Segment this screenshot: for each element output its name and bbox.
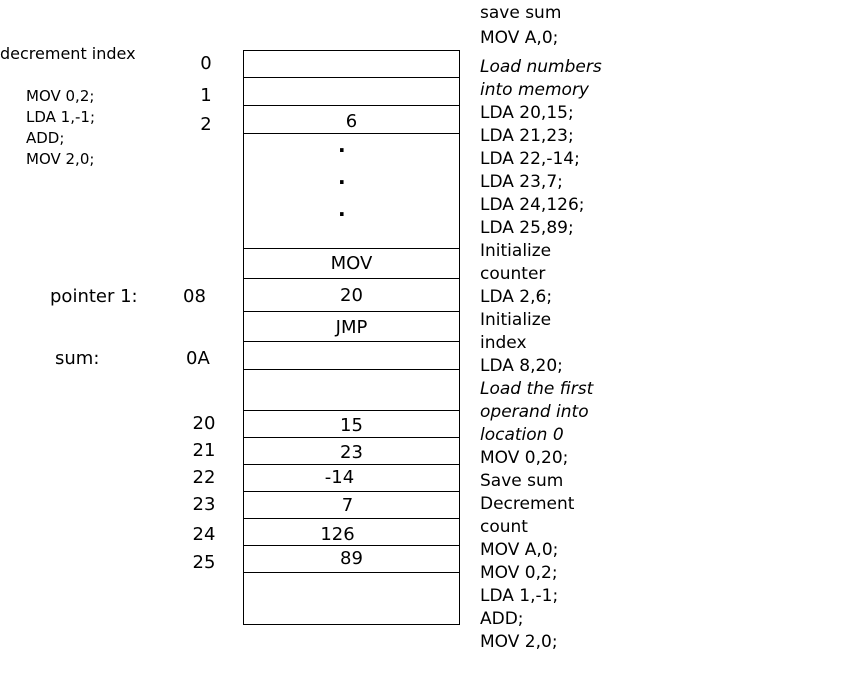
- cell-divider: [244, 464, 459, 465]
- program-line: LDA 8,20;: [480, 356, 563, 376]
- program-line: LDA 25,89;: [480, 218, 574, 238]
- address-label: 23: [192, 494, 216, 515]
- cell-divider: [244, 572, 459, 573]
- pointer-label: pointer 1:: [50, 286, 138, 307]
- program-line: Initialize: [480, 310, 552, 330]
- address-label: 2: [200, 114, 212, 135]
- address-label: 22: [192, 467, 216, 488]
- cell-divider: [244, 410, 459, 411]
- program-line: count: [480, 517, 528, 537]
- program-line: MOV A,0;: [480, 28, 559, 48]
- program-line: ADD;: [480, 609, 524, 629]
- program-comment: Load the first: [480, 379, 594, 399]
- program-line: MOV 0,2;: [480, 563, 558, 583]
- program-line: LDA 21,23;: [480, 126, 574, 146]
- sum-label: sum:: [55, 348, 100, 369]
- ellipsis-dot: .: [338, 197, 346, 221]
- cell-divider: [244, 518, 459, 519]
- cell-divider: [244, 248, 459, 249]
- memory-data-cell: 89: [340, 548, 363, 569]
- memory-cell-jmp: JMP: [335, 317, 368, 338]
- cell-divider: [244, 105, 459, 106]
- memory-data-cell: 15: [340, 415, 363, 436]
- program-line: counter: [480, 264, 546, 284]
- memory-cell-mov: MOV: [330, 253, 373, 274]
- program-line: LDA 22,-14;: [480, 149, 580, 169]
- program-line: index: [480, 333, 527, 353]
- cell-divider: [244, 369, 459, 370]
- program-comment: location 0: [480, 425, 564, 445]
- cell-divider: [244, 437, 459, 438]
- program-line: MOV 2,0;: [480, 632, 558, 652]
- memory-data-cell: 23: [340, 442, 363, 463]
- address-label: 21: [192, 440, 216, 461]
- address-label: 20: [192, 413, 216, 434]
- decrement-index-title: decrement index: [0, 44, 136, 63]
- program-line: MOV A,0;: [480, 540, 559, 560]
- memory-cell-20: 20: [340, 285, 363, 306]
- cell-divider: [244, 311, 459, 312]
- program-line: LDA 20,15;: [480, 103, 574, 123]
- cell-divider: [244, 133, 459, 134]
- side-note-line: ADD;: [26, 129, 65, 147]
- ellipsis-dot: .: [338, 165, 346, 189]
- cell-divider: [244, 545, 459, 546]
- program-line: Decrement: [480, 494, 575, 514]
- program-comment: Load numbers: [480, 57, 602, 77]
- program-comment: operand into: [480, 402, 589, 422]
- ellipsis-dot: .: [338, 133, 346, 157]
- side-note-line: MOV 0,2;: [26, 87, 95, 105]
- side-note-line: LDA 1,-1;: [26, 108, 95, 126]
- memory-diagram: [243, 50, 460, 625]
- pointer-address: 08: [183, 286, 206, 307]
- program-comment: into memory: [480, 80, 589, 100]
- cell-divider: [244, 341, 459, 342]
- side-note-line: MOV 2,0;: [26, 150, 95, 168]
- sum-address: 0A: [186, 348, 210, 369]
- memory-data-cell: -14: [324, 467, 355, 488]
- program-line: save sum: [480, 3, 562, 23]
- program-line: Save sum: [480, 471, 564, 491]
- program-line: LDA 1,-1;: [480, 586, 559, 606]
- program-line: LDA 23,7;: [480, 172, 563, 192]
- memory-cell-2-value: 6: [345, 111, 358, 132]
- memory-data-cell: 126: [320, 524, 355, 545]
- cell-divider: [244, 491, 459, 492]
- address-label: 1: [200, 85, 212, 106]
- program-line: LDA 2,6;: [480, 287, 553, 307]
- cell-divider: [244, 77, 459, 78]
- address-label: 24: [192, 524, 216, 545]
- cell-divider: [244, 278, 459, 279]
- memory-data-cell: 7: [341, 495, 354, 516]
- address-label: 0: [200, 53, 212, 74]
- program-line: LDA 24,126;: [480, 195, 585, 215]
- program-line: Initialize: [480, 241, 552, 261]
- program-line: MOV 0,20;: [480, 448, 569, 468]
- address-label: 25: [192, 552, 216, 573]
